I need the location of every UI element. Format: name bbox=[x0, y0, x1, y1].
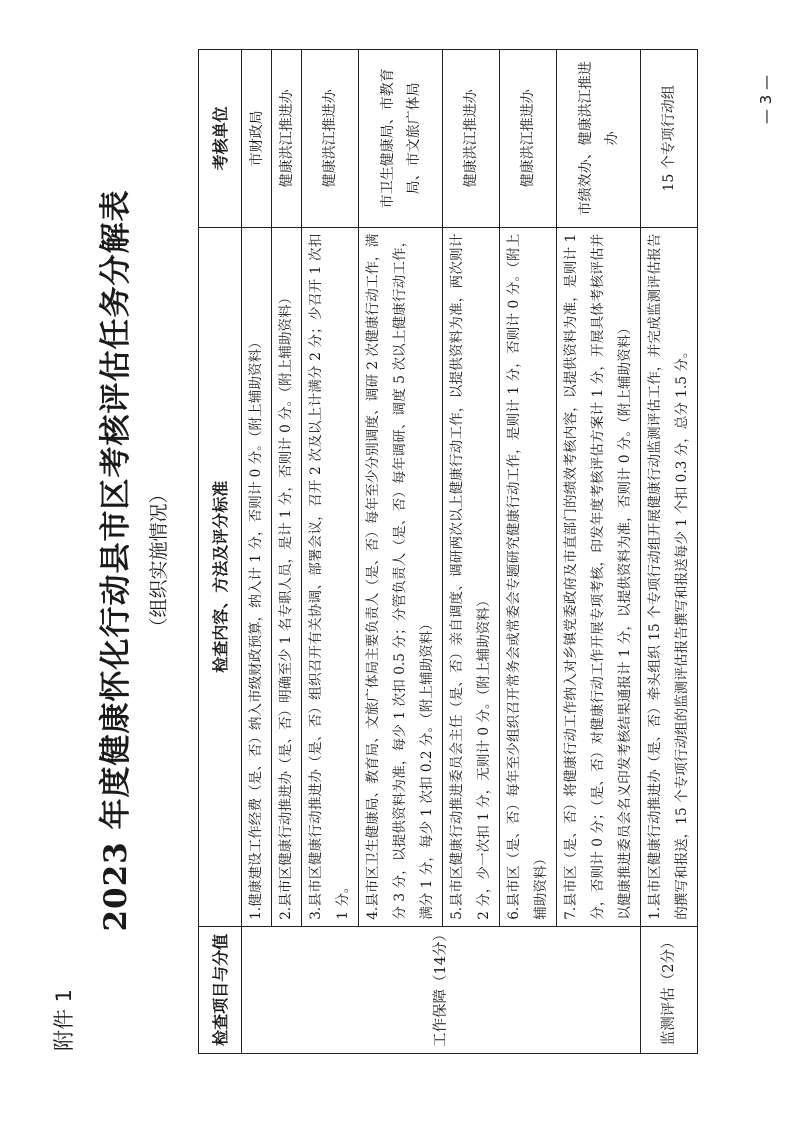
unit-cell: 健康洪江推进办 bbox=[302, 50, 359, 228]
category-work-guarantee: 工作保障（14分） bbox=[242, 926, 641, 1053]
criterion-cell: 7.县市区（是、否）将健康行动工作纳入对乡镇党委政府及市直部门的绩效考核内容，以提供资料为准，是则计 1 分，否则计 0 分；（是、否）对健康行动工作开展专项考核，印发年度考核评估方案计 1 分，开展具体考核评估并以健康推进委员会名义印发考核结果通报计 1 分，以提供资料为准，否则计 0 分。（附上辅助资料） bbox=[557, 227, 641, 926]
table-row bbox=[359, 50, 443, 1054]
table-row bbox=[443, 50, 500, 1054]
header-criteria: 检查内容、方法及评分标准 bbox=[199, 227, 242, 926]
table-row bbox=[302, 50, 359, 1054]
unit-cell: 健康洪江推进办 bbox=[500, 50, 557, 228]
table-row bbox=[557, 50, 641, 1054]
unit-cell: 市绩效办、健康洪江推进办 bbox=[557, 50, 641, 228]
page-number: — 3 — bbox=[757, 75, 775, 125]
table-row bbox=[500, 50, 557, 1054]
criterion-cell: 6.县市区（是、否）每年至少组织召开常务会或常委会专题研究健康行动工作，是则计 1 分，否则计 0 分。（附上辅助资料） bbox=[500, 227, 557, 926]
table-row bbox=[242, 50, 272, 1054]
task-table bbox=[198, 49, 698, 1054]
unit-cell: 健康洪江推进办 bbox=[272, 50, 302, 228]
criterion-cell: 1.健康建设工作经费（是、否）纳入市级财政预算，纳入计 1 分，否则计 0 分。（附上辅助资料） bbox=[242, 227, 272, 926]
table-row bbox=[272, 50, 302, 1054]
unit-cell: 15 个专项行动组 bbox=[641, 50, 698, 228]
criterion-cell: 3.县市区健康行动推进办（是、否）组织召开有关协调、部署会议，召开 2 次及以上计满分 2 分；少召开 1 次扣 1 分。 bbox=[302, 227, 359, 926]
document-subtitle: （组织实施情况） bbox=[148, 484, 170, 637]
criterion-cell: 5.县市区健康行动推进委员会主任（是、否）亲自调度、调研两次以上健康行动工作，以提供资料为准，两次则计 2 分，少一次扣 1 分，无则计 0 分。（附上辅助资料） bbox=[443, 227, 500, 926]
document-title: 2023 年度健康怀化行动县市区考核评估任务分解表 bbox=[98, 189, 134, 932]
criterion-cell: 4.县市区卫生健康局、教育局、文旅广体局主要负责人（是、否）每年至少分别调度、调研 2 次健康行动工作，满分 3 分，以提供资料为准，每少 1 次扣 0.5 分；分管负责人（是、否）每年调研、调度 5 次以上健康行动工作，满分 1 分，每少 1 次扣 0.2 分。（附上辅助资料） bbox=[359, 227, 443, 926]
header-item: 检查项目与分值 bbox=[199, 926, 242, 1053]
table-row bbox=[641, 50, 698, 1054]
header-unit: 考核单位 bbox=[199, 50, 242, 228]
table-header-row bbox=[199, 50, 242, 1054]
unit-cell: 健康洪江推进办 bbox=[443, 50, 500, 228]
unit-cell: 市财政局 bbox=[242, 50, 272, 228]
annex-label: 附件 1 bbox=[52, 988, 76, 1051]
criterion-cell: 2.县市区健康行动推进办（是、否）明确至少 1 名专职人员，是计 1 分，否则计 0 分。（附上辅助资料） bbox=[272, 227, 302, 926]
unit-cell: 市卫生健康局、市教育局、市文旅广体局 bbox=[359, 50, 443, 228]
criterion-cell: 1.县市区健康行动推进办（是、否）牵头组织 15 个专项行动组开展健康行动监测评估工作，并完成监测评估报告的撰写和报送，15 个专项行动组的监测评估报告撰写和报送每少 1 个扣 0.3 分，总分 1.5 分。 bbox=[641, 227, 698, 926]
category-monitoring: 监测评估（2分） bbox=[641, 926, 698, 1053]
